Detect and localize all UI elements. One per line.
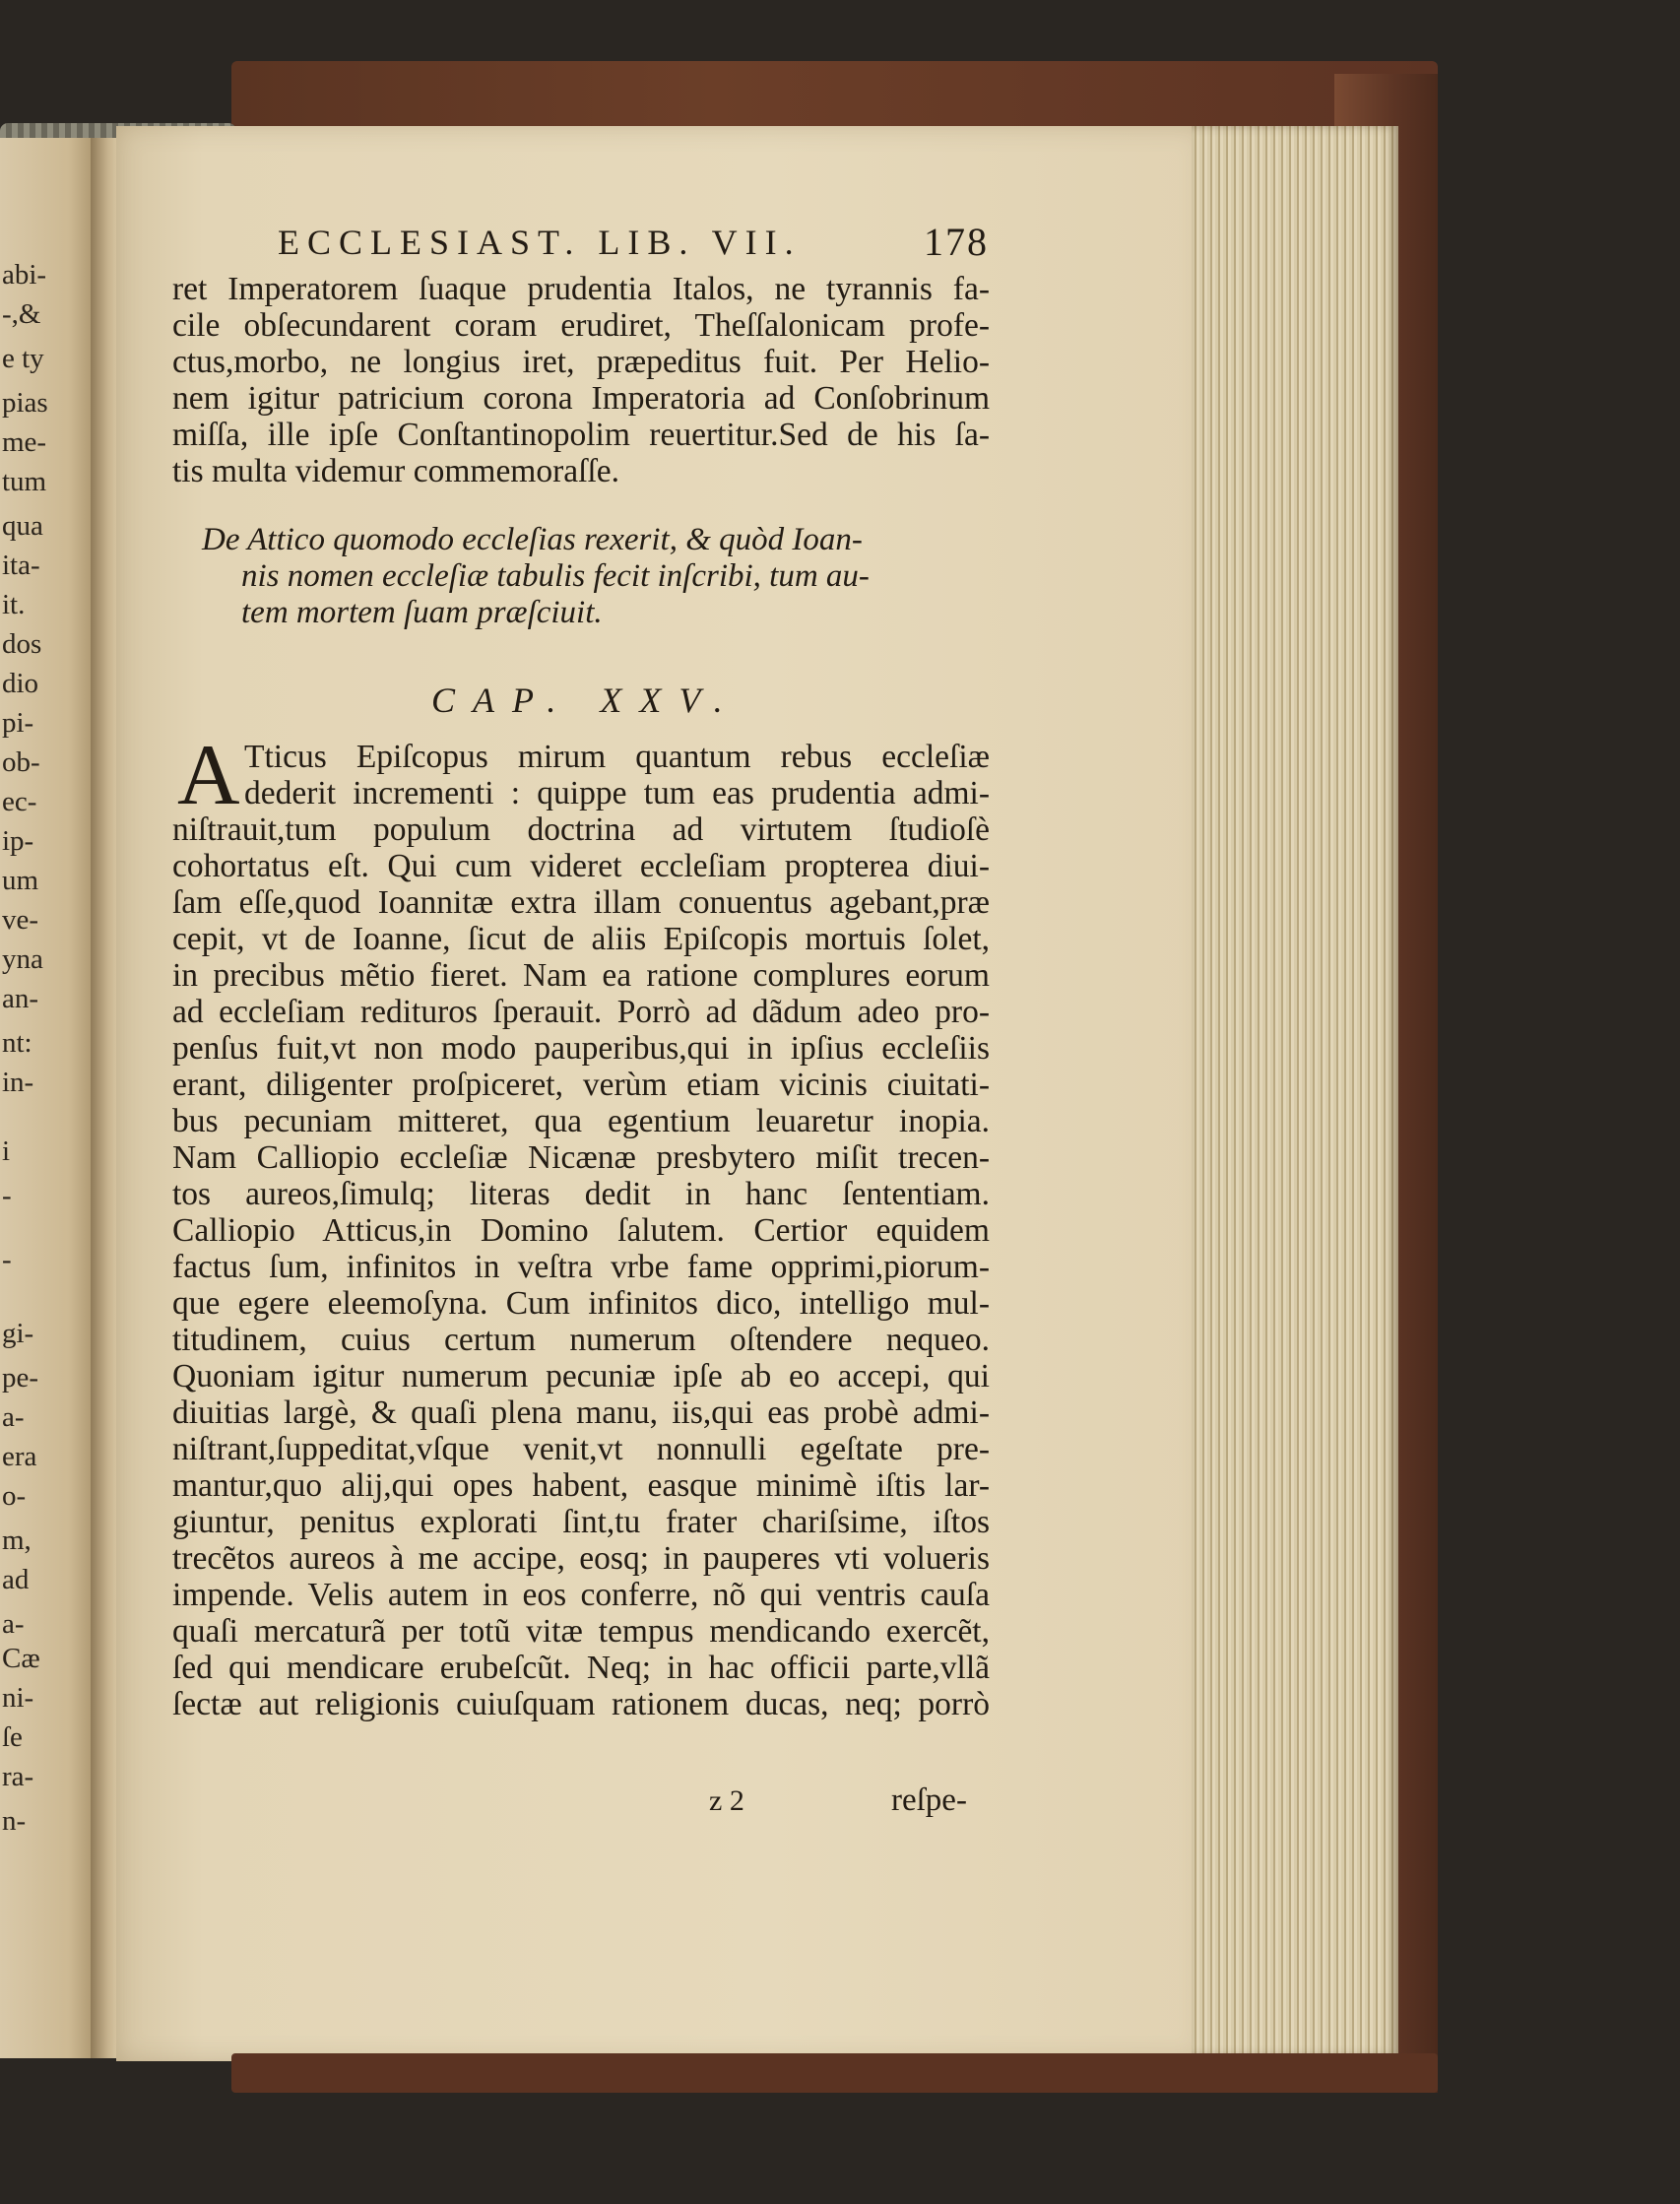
text-line: ſam eſſe,quod Ioannitæ extra illam conuentus agebant,præ (172, 884, 990, 921)
left-page-fragment: yna (2, 943, 43, 975)
catchword: reſpe- (891, 1783, 967, 1818)
text-line: Quoniam igitur numerum pecuniæ ipſe ab eo accepi, qui (172, 1358, 990, 1394)
left-page-fragment: m, (2, 1524, 32, 1556)
text-line: niſtrant,ſuppeditat,vſque venit,vt nonnulli egeſtate pre- (172, 1431, 990, 1467)
left-page-fragment: e ty (2, 343, 44, 374)
left-page (0, 138, 98, 2058)
bottom-board (231, 2053, 1438, 2093)
paragraph-2 (172, 811, 990, 1722)
text-line: dederit incrementi : quippe tum eas prudentia admi- (244, 775, 990, 811)
text-line: niſtrauit,tum populum doctrina ad virtutem ſtudioſè (172, 811, 990, 848)
left-page-fragment: a- (2, 1608, 25, 1640)
text-line: ret Imperatorem ſuaque prudentia Italos, ne tyrannis fa- (172, 271, 990, 307)
text-line: diuitias largè, & quaſi plena manu, iis,qui eas probè admi- (172, 1394, 990, 1431)
signature-mark: z 2 (709, 1784, 744, 1817)
left-page-fragment: it. (2, 589, 26, 620)
left-page-fragment: ip- (2, 825, 34, 857)
text-line: cile obſecundarent coram erudiret, Theſſalonicam profe- (172, 307, 990, 344)
text-line: titudinem, cuius certum numerum oſtendere nequeo. (172, 1322, 990, 1358)
left-page-fragment: dio (2, 668, 39, 699)
text-line: nem igitur patricium corona Imperatoria ad Conſobrinum (172, 380, 990, 417)
text-line: que egere eleemoſyna. Cum infinitos dico, intelligo mul- (172, 1285, 990, 1322)
left-page-fragment: um (2, 865, 39, 896)
left-page-fragment: a- (2, 1401, 25, 1433)
page-number: 178 (924, 220, 989, 264)
chapter-title (202, 522, 990, 631)
left-page-fragment: ec- (2, 786, 37, 817)
left-page-fragment: ni- (2, 1682, 34, 1714)
left-page-fragment: tum (2, 466, 47, 497)
left-page-fragment: ra- (2, 1761, 34, 1792)
left-page-fragment: Cæ (2, 1643, 40, 1674)
text-line: ad eccleſiam redituros ſperauit. Porrò ad dãdum adeo pro- (172, 994, 990, 1030)
chapter-number: CAP. XXV. (431, 681, 741, 720)
left-page-fragment: me- (2, 426, 47, 458)
text-line: Tticus Epiſcopus mirum quantum rebus eccleſiæ (244, 739, 990, 775)
left-page-fragment: nt: (2, 1027, 32, 1059)
text-line: cepit, vt de Ioanne, ſicut de aliis Epiſcopis mortuis ſolet, (172, 921, 990, 957)
text-line: erant, diligenter proſpiceret, verùm etiam vicinis ciuitati- (172, 1067, 990, 1103)
text-line: ſed qui mendicare erubeſcũt. Neq; in hac officii parte,vllã (172, 1650, 990, 1686)
text-line: bus pecuniam mitteret, qua egentium leuaretur inopia. (172, 1103, 990, 1139)
left-page-fragment: ſe (2, 1721, 23, 1753)
left-page-fragment: o- (2, 1480, 27, 1512)
text-line: Nam Calliopio eccleſiæ Nicænæ presbytero miſit trecen- (172, 1139, 990, 1176)
text-line: Calliopio Atticus,in Domino ſalutem. Certior equidem (172, 1212, 990, 1249)
text-line: miſſa, ille ipſe Conſtantinopolim reuertitur.Sed de his ſa- (172, 417, 990, 453)
text-line: penſus fuit,vt non modo pauperibus,qui in ipſius eccleſiis (172, 1030, 990, 1067)
left-page-fragment: an- (2, 983, 39, 1014)
left-page-fragment: gi- (2, 1318, 34, 1349)
left-page-fragment: pias (2, 387, 48, 419)
text-line: in precibus mẽtio fieret. Nam ea ratione complures eorum (172, 957, 990, 994)
text-line: factus ſum, infinitos in veſtra vrbe fame opprimi,piorum- (172, 1249, 990, 1285)
left-page-fragment: -,& (2, 298, 41, 330)
left-page-fragment: i (2, 1135, 11, 1167)
text-line: ſectæ aut religionis cuiuſquam rationem ducas, neq; porrò (172, 1686, 990, 1722)
left-page-fragment: qua (2, 510, 43, 542)
left-page-fragment: ob- (2, 746, 40, 778)
left-page-fragment: - (2, 1244, 12, 1275)
chapter-title-line: nis nomen eccleſiæ tabulis fecit inſcribi, tum au- (241, 558, 870, 594)
text-line: giuntur, penitus explorati ſint,tu frater chariſsime, iſtos (172, 1504, 990, 1540)
left-page-fragment: ita- (2, 550, 40, 581)
chapter-title-line: tem mortem ſuam præſciuit. (241, 595, 603, 630)
text-line: ctus,morbo, ne longius iret, præpeditus fuit. Per Helio- (172, 344, 990, 380)
paragraph-2-opening (244, 739, 990, 811)
left-page-fragment: in- (2, 1067, 34, 1098)
text-line: quaſi mercaturã per totũ vitæ tempus mendicando exercẽt, (172, 1613, 990, 1650)
left-page-fragment: ad (2, 1564, 30, 1595)
left-page-fragment: era (2, 1441, 37, 1472)
left-page-fragment: pe- (2, 1362, 39, 1394)
left-page-fragment: pi- (2, 707, 34, 739)
drop-cap: A (177, 728, 240, 823)
text-line: cohortatus eſt. Qui cum videret eccleſiam propterea diui- (172, 848, 990, 884)
chapter-title-line: De Attico quomodo eccleſias rexerit, & quòd Ioan- (202, 522, 863, 557)
left-page-fragment: - (2, 1180, 12, 1211)
paragraph-1 (172, 271, 990, 489)
left-page-fragment: n- (2, 1805, 27, 1837)
text-line: impende. Velis autem in eos conferre, nõ qui ventris cauſa (172, 1577, 990, 1613)
text-line: tos aureos,ſimulq; literas dedit in hanc ſententiam. (172, 1176, 990, 1212)
left-page-fragment: ve- (2, 904, 39, 936)
page-fore-edge (1192, 126, 1398, 2056)
text-line: trecẽtos aureos à me accipe, eosq; in pauperes vti volueris (172, 1540, 990, 1577)
text-line: mantur,quo alij,qui opes habent, easque minimè iſtis lar- (172, 1467, 990, 1504)
running-head: ECCLESIAST. LIB. VII. (278, 223, 802, 262)
left-page-fragment: abi- (2, 259, 47, 291)
text-line: tis multa videmur commemoraſſe. (172, 453, 620, 489)
left-page-fragment: dos (2, 628, 42, 660)
